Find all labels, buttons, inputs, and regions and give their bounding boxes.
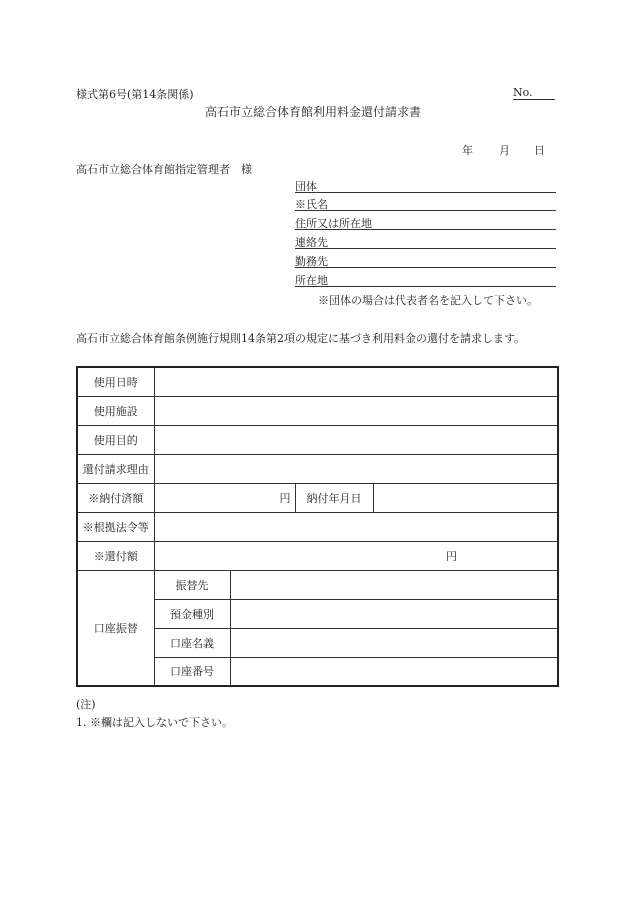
use-datetime-input[interactable] — [154, 367, 558, 396]
representative-note: ※団体の場合は代表者名を記入して下さい。 — [318, 294, 538, 307]
group-field[interactable] — [295, 178, 556, 193]
refund-form-table — [76, 366, 559, 687]
payment-date-label: 納付年月日 — [295, 483, 373, 512]
row-legal-basis — [77, 512, 558, 541]
payment-date-input[interactable] — [373, 483, 558, 512]
deposit-type-label: 預金種別 — [154, 599, 230, 628]
contact-label: 連絡先 — [295, 236, 328, 249]
addressee: 高石市立総合体育館指定管理者 様 — [76, 163, 252, 176]
group-label: 団体 — [295, 180, 317, 193]
page-title: 高石市立総合体育館利用料金還付請求書 — [205, 105, 422, 119]
note-item-1: 1. ※欄は記入しないで下さい。 — [76, 716, 233, 729]
row-paid-amount — [77, 483, 558, 512]
legal-basis-input[interactable] — [154, 512, 558, 541]
use-datetime-label: 使用日時 — [77, 367, 154, 396]
address-label: 住所又は所在地 — [295, 217, 372, 230]
paid-amount-label: ※納付済額 — [77, 483, 154, 512]
paid-amount-input[interactable] — [154, 483, 295, 512]
workplace-field[interactable] — [295, 253, 556, 268]
refund-reason-input[interactable] — [154, 454, 558, 483]
notes-heading: (注) — [76, 698, 96, 711]
use-facility-label: 使用施設 — [77, 396, 154, 425]
name-label: ※氏名 — [295, 198, 328, 211]
row-refund-reason — [77, 454, 558, 483]
workplace-address-field[interactable] — [295, 272, 556, 287]
address-field[interactable] — [295, 215, 556, 230]
row-transfer-destination — [77, 570, 558, 599]
row-use-purpose — [77, 425, 558, 454]
date-day: 日 — [534, 144, 545, 157]
refund-amount-input[interactable] — [154, 541, 558, 570]
refund-yen-unit: 円 — [446, 549, 457, 563]
legal-basis-label: ※根拠法令等 — [77, 512, 154, 541]
account-number-label: 口座番号 — [154, 657, 230, 686]
paid-yen-unit: 円 — [279, 491, 291, 505]
transfer-destination-label: 振替先 — [154, 570, 230, 599]
form-number: 様式第6号(第14条関係) — [76, 88, 194, 101]
row-use-datetime — [77, 367, 558, 396]
date-month: 月 — [499, 144, 510, 157]
deposit-type-input[interactable] — [230, 599, 558, 628]
account-holder-input[interactable] — [230, 628, 558, 657]
transfer-destination-input[interactable] — [230, 570, 558, 599]
use-facility-input[interactable] — [154, 396, 558, 425]
row-refund-amount — [77, 541, 558, 570]
number-field[interactable]: No. — [513, 86, 555, 100]
account-number-input[interactable] — [230, 657, 558, 686]
row-use-facility — [77, 396, 558, 425]
refund-reason-label: 還付請求理由 — [77, 454, 154, 483]
use-purpose-label: 使用目的 — [77, 425, 154, 454]
request-statement: 高石市立総合体育館条例施行規則14条第2項の規定に基づき利用料金の還付を請求します。 — [76, 332, 526, 345]
contact-field[interactable] — [295, 234, 556, 249]
workplace-label: 勤務先 — [295, 255, 328, 268]
name-field[interactable] — [295, 196, 556, 211]
refund-amount-label: ※還付額 — [77, 541, 154, 570]
account-holder-label: 口座名義 — [154, 628, 230, 657]
workplace-address-label: 所在地 — [295, 274, 328, 287]
use-purpose-input[interactable] — [154, 425, 558, 454]
date-year: 年 — [462, 144, 473, 157]
account-transfer-label: 口座振替 — [77, 570, 154, 686]
